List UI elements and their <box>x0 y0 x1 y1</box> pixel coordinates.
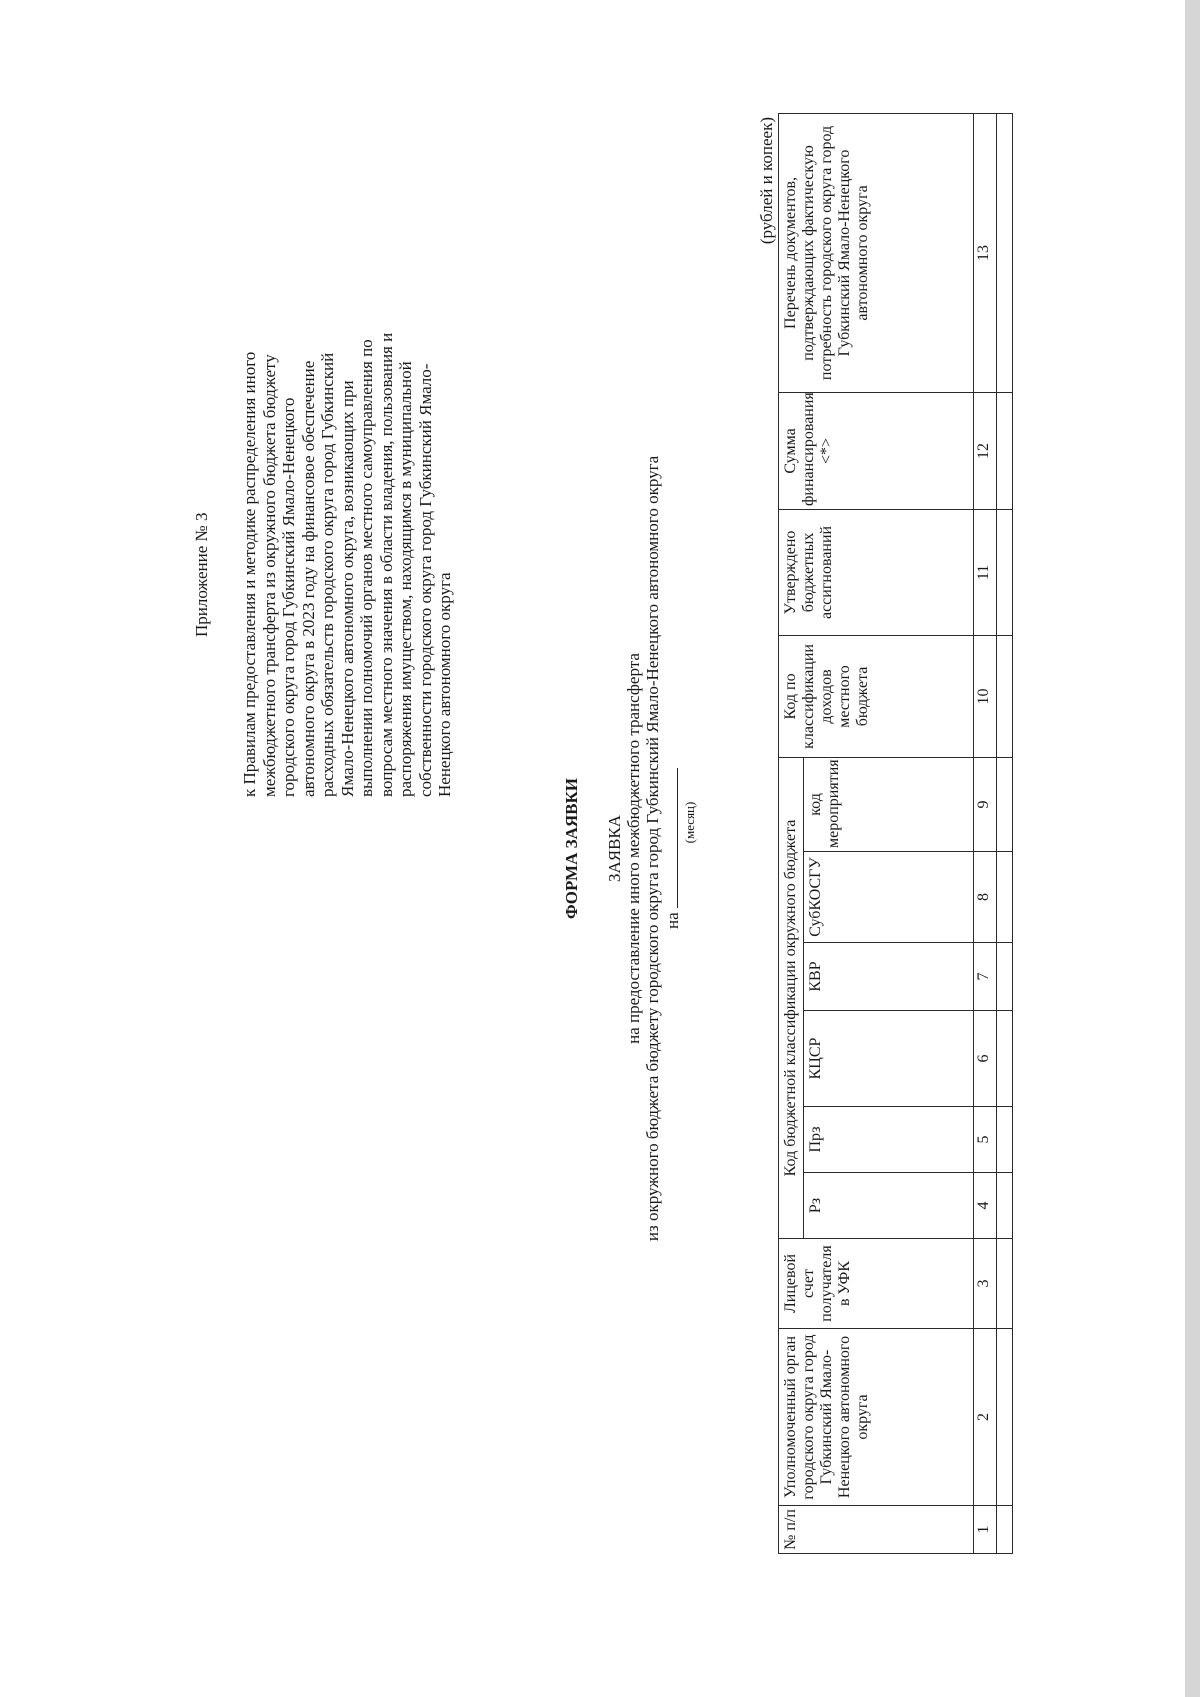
header-kvr: КВР <box>804 943 974 1011</box>
header-funding: Сумма финансирования <*> <box>779 392 974 509</box>
appendix-title: Приложение № 3 <box>192 512 211 637</box>
empty-cell <box>997 509 1013 635</box>
form-title: ФОРМА ЗАЯВКИ <box>562 777 581 920</box>
header-prz: Прз <box>804 1107 974 1173</box>
request-table <box>778 113 1013 1554</box>
currency-note: (рублей и копеек) <box>757 117 776 245</box>
header-num: № п/п <box>779 1506 974 1554</box>
request-heading-block <box>605 0 682 1697</box>
month-caption-row <box>682 0 698 1697</box>
month-caption: (месяц) <box>682 801 697 844</box>
column-number: 12 <box>974 392 997 509</box>
header-kcsr: КЦСР <box>804 1011 974 1107</box>
column-number-row <box>974 113 997 1553</box>
column-number: 6 <box>974 1011 997 1107</box>
on-prefix: на <box>663 912 682 929</box>
request-heading: ЗАЯВКА <box>605 814 624 883</box>
appendix-text: к Правилам предоставления и методике распределения иного межбюджетного трансферта из окружного бюджета бюджету городского округа город Губкинский Ямало-Ненецкого автономного округа в 2023 году на финансовое обеспечение расходных обязательств городского округа город Губкинский Ямало-Ненецкого автономного округа, возникающих при выполнении полномочий органов местного самоуправления по вопросам местного значения в области владения, пользования и распоряжения имуществом, находящимся в муниципальной собственности городского округа город Губкинский Ямало-Ненецкого автономного округа <box>240 332 454 797</box>
empty-cell <box>997 113 1013 392</box>
column-number: 4 <box>974 1173 997 1239</box>
empty-cell <box>997 852 1013 943</box>
header-authority: Уполномоченный орган городского округа город Губкинский Ямало-Ненецкого автономного округа <box>779 1329 974 1506</box>
column-number: 9 <box>974 757 997 851</box>
month-line-row <box>662 0 682 1697</box>
empty-cell <box>997 943 1013 1011</box>
empty-cell <box>997 1011 1013 1107</box>
column-number: 1 <box>974 1506 997 1554</box>
header-income-code: Код по классификации доходов местного бюджета <box>779 635 974 757</box>
empty-cell <box>997 1173 1013 1239</box>
month-blank <box>662 768 678 908</box>
column-number: 5 <box>974 1107 997 1173</box>
empty-cell <box>997 392 1013 509</box>
empty-cell <box>997 1506 1013 1554</box>
empty-cell <box>997 1239 1013 1329</box>
column-number: 2 <box>974 1329 997 1506</box>
request-line-2: из окружного бюджета бюджету городского округа город Губкинский Ямало-Ненецкого автономного округа <box>643 455 662 1242</box>
empty-data-row <box>997 113 1013 1553</box>
column-number: 7 <box>974 943 997 1011</box>
header-budget-code-group: Код бюджетной классификации окружного бюджета <box>779 757 804 1238</box>
header-event-code: код мероприятия <box>804 757 974 851</box>
empty-cell <box>997 1107 1013 1173</box>
empty-cell <box>997 757 1013 851</box>
column-number: 13 <box>974 113 997 392</box>
header-subkosgu: СубКОСГУ <box>804 852 974 943</box>
header-approved: Утверждено бюджетных ассигнований <box>779 509 974 635</box>
column-number: 10 <box>974 635 997 757</box>
column-number: 8 <box>974 852 997 943</box>
header-account: Лицевой счет получателя в УФК <box>779 1239 974 1329</box>
empty-cell <box>997 1329 1013 1506</box>
request-line-1: на предоставление иного межбюджетного трансферта <box>624 653 643 1044</box>
column-number: 11 <box>974 509 997 635</box>
header-row-1 <box>779 113 804 1553</box>
header-rz: Рз <box>804 1173 974 1239</box>
header-documents: Перечень документов, подтверждающих фактическую потребность городского округа город Губкинский Ямало-Ненецкого автономного округа <box>779 113 974 392</box>
column-number: 3 <box>974 1239 997 1329</box>
empty-cell <box>997 635 1013 757</box>
